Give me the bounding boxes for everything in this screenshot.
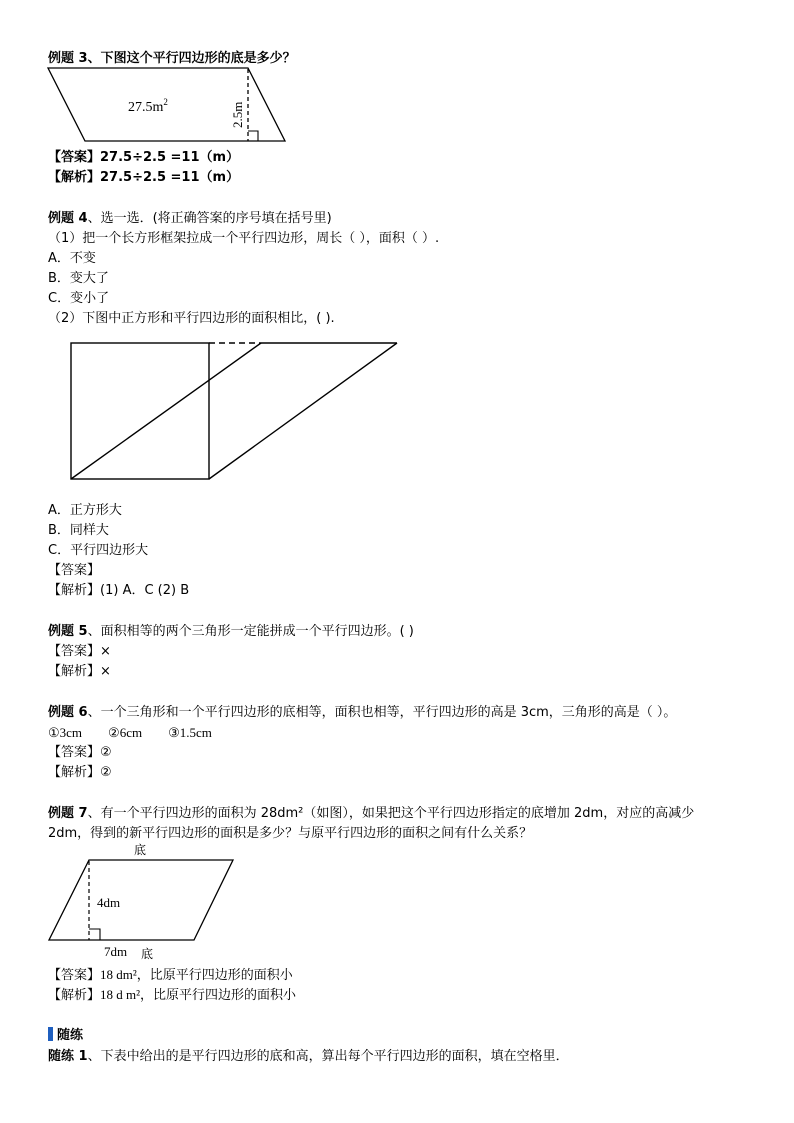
ex3-analysis-text: 27.5÷2.5 =11（m） (100, 170, 240, 185)
ex7-analysis (48, 986, 296, 1005)
ex7-question-line2: 2dm，得到的新平行四边形的面积是多少？与原平行四边形的面积之间有什么关系？ (48, 826, 533, 841)
ex7-height-label: 4dm (97, 895, 121, 910)
ex4-label: 例题 4 (48, 211, 88, 226)
ex6-answer-text: ② (100, 745, 112, 760)
ex3-height-label: 2.5m (230, 101, 245, 128)
ex3-answer-text: 27.5÷2.5 =11（m） (100, 150, 240, 165)
ex6-analysis-text: ② (100, 765, 112, 780)
practice-section-title: 随练 (57, 1028, 84, 1043)
ex7-top-base-label: 底 (134, 843, 147, 857)
ex7-question-line1: 、有一个平行四边形的面积为 28dm²（如图），如果把这个平行四边形指定的底增加 2dm，对应的高减少 (87, 806, 695, 821)
ex3-answer (48, 149, 239, 167)
ex4-question: 、选一选．(将正确答案的序号填在括号里) (87, 211, 332, 226)
ex5-question: 、面积相等的两个三角形一定能拼成一个平行四边形。( ) (87, 624, 414, 639)
ex4-parallelogram-left-side (71, 343, 261, 479)
ex7-parallelogram (49, 860, 233, 940)
ex4-q1-option-c: C．变小了 (48, 291, 110, 306)
ex4-square-parallelogram-figure (68, 340, 402, 482)
ex7-analysis-text: 18 d m²，比原平行四边形的面积小 (100, 987, 297, 1002)
section-marker-bar (48, 1027, 53, 1041)
ex4-q2-option-b: B．同样大 (48, 523, 109, 538)
ex4-analysis-text: (1) A．C (2) B (100, 583, 190, 598)
ex7-parallelogram-figure (44, 840, 240, 964)
ex4-q1: （1）把一个长方形框架拉成一个平行四边形，周长（ ），面积（ ）. (48, 231, 440, 246)
practice-item-1-text: 、下表中给出的是平行四边形的底和高，算出每个平行四边形的面积，填在空格里． (87, 1049, 569, 1064)
ex4-q2: （2）下图中正方形和平行四边形的面积相比，( ). (48, 311, 335, 326)
ex4-answer (48, 562, 100, 580)
ex4-q1-option-a: A．不变 (48, 251, 96, 266)
answer-tag: 【答案】 (48, 563, 101, 578)
ex4-q2-option-c: C．平行四边形大 (48, 543, 149, 558)
answer-tag: 【答案】 (48, 745, 101, 760)
analysis-tag: 【解析】 (48, 583, 101, 598)
answer-tag: 【答案】 (48, 150, 101, 165)
ex6-question: 、一个三角形和一个平行四边形的底相等，面积也相等，平行四边形的高是 3cm，三角形的高是（ ）。 (87, 705, 677, 720)
ex6-options (48, 724, 212, 742)
ex4-q2-option-a: A．正方形大 (48, 503, 122, 518)
ex4-parallelogram-right-side (209, 343, 397, 479)
ex3-label: 例题 3 (48, 51, 88, 66)
ex6-option-1: ①3cm (48, 725, 83, 740)
ex5-answer-text: × (100, 644, 111, 659)
practice-item-1-label: 随练 1 (48, 1049, 88, 1064)
ex5-title (48, 623, 414, 641)
practice-item-1 (48, 1048, 569, 1066)
answer-tag: 【答案】 (48, 644, 101, 659)
ex4-title (48, 210, 332, 228)
ex7-base-value-label: 7dm (104, 944, 128, 959)
ex5-analysis (48, 663, 111, 681)
ex7-answer-text: 18 dm²，比原平行四边形的面积小 (100, 967, 293, 982)
analysis-tag: 【解析】 (48, 988, 101, 1003)
practice-section-heading (48, 1027, 83, 1045)
analysis-tag: 【解析】 (48, 765, 101, 780)
ex5-answer (48, 643, 111, 661)
ex6-option-2: ②6cm (108, 725, 143, 740)
ex4-analysis (48, 582, 189, 600)
analysis-tag: 【解析】 (48, 664, 101, 679)
ex3-area-label: $27.5m^2$ (128, 97, 168, 115)
ex3-analysis (48, 169, 239, 187)
analysis-tag: 【解析】 (48, 170, 101, 185)
ex5-analysis-text: × (100, 664, 111, 679)
ex7-answer (48, 966, 293, 985)
ex6-label: 例题 6 (48, 705, 88, 720)
ex6-answer (48, 744, 112, 762)
ex3-parallelogram-figure (46, 66, 291, 146)
ex6-title (48, 704, 676, 722)
answer-tag: 【答案】 (48, 968, 101, 983)
ex7-label: 例题 7 (48, 806, 88, 821)
ex7-base-label: 底 (141, 947, 154, 961)
ex6-option-3: ③1.5cm (168, 725, 212, 740)
ex4-q1-option-b: B．变大了 (48, 271, 109, 286)
ex7-title (48, 805, 694, 823)
ex6-analysis (48, 764, 112, 782)
ex3-right-angle-mark (248, 131, 258, 141)
ex4-square (71, 343, 209, 479)
ex7-right-angle-mark (89, 929, 100, 940)
ex3-question: 、下图这个平行四边形的底是多少？ (87, 51, 296, 66)
ex5-label: 例题 5 (48, 624, 88, 639)
